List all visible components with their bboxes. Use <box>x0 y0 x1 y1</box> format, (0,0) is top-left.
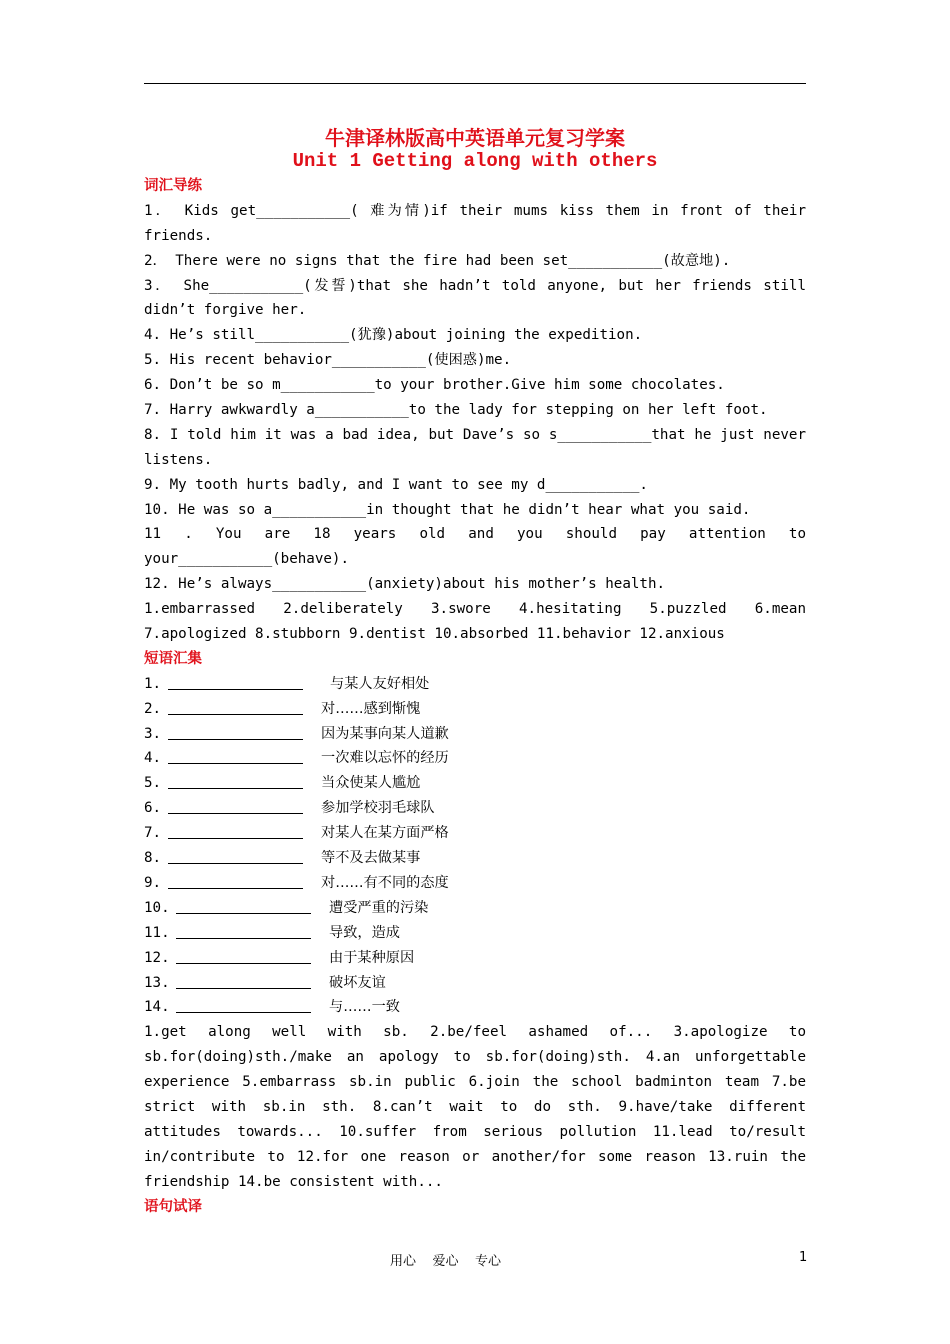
vocab-exercises <box>144 199 806 647</box>
text-line: 3． She___________(发誓)that she hadn’t told anyone, but her friends still <box>144 277 806 294</box>
phrase-item <box>144 722 806 747</box>
text-line: sb.for(doing)sth./make an apology to sb.for(doing)sth. 4.an unforgettable <box>144 1049 806 1066</box>
phrase-blank[interactable] <box>168 771 303 789</box>
phrase-item <box>144 771 806 796</box>
phrase-item <box>144 995 806 1020</box>
page-title: 牛津译林版高中英语单元复习学案 <box>325 126 625 150</box>
text-line: 7. Harry awkwardly a___________to the lady for stepping on her left foot. <box>144 402 768 419</box>
text-line: didn’t forgive her. <box>144 302 307 319</box>
phrase-number: 9. <box>144 874 162 891</box>
phrase-meaning: 当众使某人尴尬 <box>321 775 421 792</box>
text-line: friendship 14.be consistent with... <box>144 1173 443 1190</box>
phrase-blank[interactable] <box>176 896 311 914</box>
phrase-number: 1. <box>144 675 162 692</box>
phrase-number: 4. <box>144 750 162 767</box>
phrase-blank[interactable] <box>168 871 303 889</box>
phrase-exercises <box>144 672 806 1020</box>
text-line: friends. <box>144 227 213 244</box>
text-line: 2． There were no signs that the fire had been set___________(故意地). <box>144 252 731 269</box>
phrases-heading: 短语汇集 <box>144 650 202 667</box>
phrase-meaning: 与某人友好相处 <box>321 675 430 692</box>
phrase-meaning: 破坏友谊 <box>329 974 386 991</box>
text-line: 12. He’s always___________(anxiety)about his mother’s health. <box>144 576 666 593</box>
text-line: experience 5.embarrass sb.in public 6.join the school badminton team 7.be <box>144 1074 806 1091</box>
phrase-item <box>144 921 806 946</box>
phrase-blank[interactable] <box>168 672 303 690</box>
phrase-answers <box>144 1020 806 1194</box>
phrase-item <box>144 672 806 697</box>
phrase-number: 6. <box>144 800 162 817</box>
phrase-meaning: 一次难以忘怀的经历 <box>321 750 449 767</box>
text-line: 7.apologized 8.stubborn 9.dentist 10.absorbed 11.behavior 12.anxious <box>144 626 725 643</box>
phrase-meaning: 对……有不同的态度 <box>321 874 449 891</box>
phrase-item <box>144 846 806 871</box>
phrase-blank[interactable] <box>168 746 303 764</box>
text-line: 4. He’s still___________(犹豫)about joining the expedition. <box>144 327 643 344</box>
phrase-blank[interactable] <box>176 946 311 964</box>
phrase-blank[interactable] <box>176 995 311 1013</box>
phrase-meaning: 对某人在某方面严格 <box>321 825 449 842</box>
phrase-blank[interactable] <box>168 821 303 839</box>
text-line: 10. He was so a___________in thought that he didn’t hear what you said. <box>144 501 751 518</box>
phrase-number: 3. <box>144 725 162 742</box>
text-line: 9. My tooth hurts badly, and I want to see my d___________. <box>144 476 648 493</box>
phrase-item <box>144 871 806 896</box>
vocab-heading: 词汇导练 <box>144 178 202 194</box>
text-line: 11 . You are 18 years old and you should pay attention to <box>144 526 806 543</box>
phrase-item <box>144 746 806 771</box>
phrase-item <box>144 796 806 821</box>
phrase-meaning: 参加学校羽毛球队 <box>321 800 435 817</box>
footer-motto: 用心 爱心 专心 <box>390 1254 502 1269</box>
text-line: 8. I told him it was a bad idea, but Dave’s so s___________that he just never <box>144 426 806 443</box>
phrase-item <box>144 821 806 846</box>
page-number: 1 <box>799 1250 808 1265</box>
text-line: in/contribute to 12.for one reason or another/for some reason 13.ruin the <box>144 1148 806 1165</box>
text-line: listens. <box>144 451 213 468</box>
text-line: 1.get along well with sb. 2.be/feel ashamed of... 3.apologize to <box>144 1024 806 1041</box>
phrase-meaning: 导致，造成 <box>329 924 400 941</box>
phrase-number: 12. <box>144 949 170 966</box>
text-line: attitudes towards... 10.suffer from serious pollution 11.lead to/result <box>144 1123 806 1140</box>
phrase-number: 2. <box>144 700 162 717</box>
phrase-number: 5. <box>144 775 162 792</box>
phrase-number: 11. <box>144 924 170 941</box>
phrase-number: 10. <box>144 899 170 916</box>
header-rule <box>144 83 806 84</box>
text-line: strict with sb.in sth. 8.can’t wait to do sth. 9.have/take different <box>144 1098 806 1115</box>
phrase-meaning: 与……一致 <box>329 999 400 1016</box>
phrase-meaning: 等不及去做某事 <box>321 850 421 867</box>
sentences-heading: 语句试译 <box>144 1198 202 1215</box>
text-line: your___________(behave). <box>144 551 349 568</box>
text-line: 5. His recent behavior___________(使困惑)me. <box>144 352 512 369</box>
text-line: 1.embarrassed 2.deliberately 3.swore 4.hesitating 5.puzzled 6.mean <box>144 601 806 618</box>
phrase-meaning: 由于某种原因 <box>329 949 415 966</box>
phrase-number: 13. <box>144 974 170 991</box>
phrase-meaning: 对……感到惭愧 <box>321 700 421 717</box>
phrase-item <box>144 896 806 921</box>
phrase-number: 14. <box>144 999 170 1016</box>
phrase-meaning: 遭受严重的污染 <box>329 899 429 916</box>
page-subtitle: Unit 1 Getting along with others <box>292 150 658 172</box>
phrase-blank[interactable] <box>168 796 303 814</box>
phrase-blank[interactable] <box>176 971 311 989</box>
text-line: 1． Kids get___________( 难为情)if their mums kiss them in front of their <box>144 202 806 219</box>
phrase-item <box>144 971 806 996</box>
phrase-item <box>144 697 806 722</box>
phrase-blank[interactable] <box>176 921 311 939</box>
document-body <box>144 174 806 1219</box>
phrase-number: 8. <box>144 850 162 867</box>
phrase-meaning: 因为某事向某人道歉 <box>321 725 449 742</box>
phrase-number: 7. <box>144 825 162 842</box>
phrase-blank[interactable] <box>168 697 303 715</box>
phrase-item <box>144 946 806 971</box>
text-line: 6. Don’t be so m___________to your brother.Give him some chocolates. <box>144 377 725 394</box>
phrase-blank[interactable] <box>168 722 303 740</box>
phrase-blank[interactable] <box>168 846 303 864</box>
